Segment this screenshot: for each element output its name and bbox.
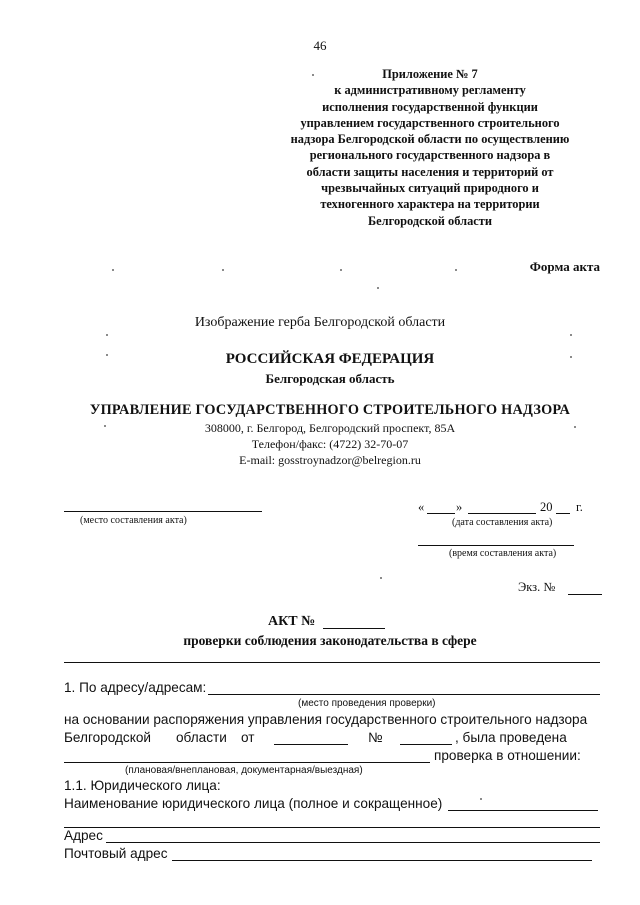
check-regarding: проверка в отношении:: [434, 748, 581, 763]
order-number-field[interactable]: [400, 744, 452, 745]
scan-speck: [340, 269, 342, 271]
check-type-field[interactable]: [64, 762, 430, 763]
date-month-field[interactable]: [468, 513, 536, 514]
appendix-line: Белгородской области: [367, 213, 492, 228]
inspection-address-field[interactable]: [208, 694, 600, 695]
appendix-line: управлением государственного строительного: [300, 115, 560, 130]
scan-speck: [570, 334, 572, 336]
coat-of-arms-placeholder: Изображение герба Белгородской области: [194, 315, 446, 330]
appendix-line: надзора Белгородской области по осуществлению: [290, 132, 570, 147]
scan-speck: [112, 269, 114, 271]
address-label: 1. По адресу/адресам:: [64, 680, 207, 695]
check-type-caption: (плановая/внеплановая, документарная/выездная): [125, 765, 363, 776]
appendix-line: области защиты населения и территорий от: [306, 164, 554, 179]
date-caption: (дата составления акта): [452, 517, 553, 528]
order-date-field[interactable]: [274, 744, 348, 745]
appendix-line: чрезвычайных ситуаций природного и: [321, 181, 539, 196]
act-subtitle: проверки соблюдения законодательства в сфере: [183, 633, 477, 648]
agency-email: E-mail: gosstroynadzor@belregion.ru: [239, 453, 421, 467]
appendix-line: исполнения государственной функции: [322, 99, 538, 114]
appendix-line: техногенного характера на территории: [320, 197, 540, 212]
agency-address: 308000, г. Белгород, Белгородский проспект, 85А: [204, 421, 456, 435]
scan-speck: [377, 287, 379, 289]
postal-address-label: Почтовый адрес: [64, 846, 168, 861]
date-quote-open: «: [418, 500, 425, 514]
scan-speck: [455, 269, 457, 271]
date-quote-close: »: [456, 500, 463, 514]
address-caption: (место проведения проверки): [298, 698, 436, 709]
copy-number-label: Экз. №: [518, 580, 556, 594]
form-label: Форма акта: [529, 259, 600, 274]
date-year-suffix: г.: [576, 500, 583, 514]
entity-address-field[interactable]: [106, 842, 600, 843]
basis-was-conducted: , была проведена: [455, 730, 567, 745]
basis-region: Белгородской: [64, 730, 151, 745]
time-caption: (время составления акта): [449, 548, 557, 559]
country-heading: РОССИЙСКАЯ ФЕДЕРАЦИЯ: [225, 351, 435, 367]
scan-speck: [222, 269, 224, 271]
scan-speck: [380, 577, 382, 579]
copy-number-field[interactable]: [568, 594, 602, 595]
entity-name-label: Наименование юридического лица (полное и сокращенное): [64, 796, 443, 811]
agency-heading: УПРАВЛЕНИЕ ГОСУДАРСТВЕННОГО СТРОИТЕЛЬНОГО НАДЗОРА: [89, 402, 571, 418]
basis-oblast: области: [176, 730, 227, 745]
entity-name-field[interactable]: [448, 810, 598, 811]
scan-speck: [480, 798, 482, 800]
date-year-field[interactable]: [556, 513, 570, 514]
appendix-line: Приложение № 7: [382, 67, 478, 81]
act-sphere-field[interactable]: [64, 662, 600, 663]
entity-name-field-continued[interactable]: [64, 827, 600, 828]
date-day-field[interactable]: [427, 513, 455, 514]
appendix-line: к административному регламенту: [334, 83, 526, 98]
place-field-line[interactable]: [64, 511, 262, 512]
legal-entity-heading: 1.1. Юридического лица:: [64, 778, 221, 793]
place-caption: (место составления акта): [80, 515, 187, 526]
act-title: АКТ №: [268, 614, 316, 629]
act-number-field[interactable]: [323, 628, 385, 629]
basis-from: от: [241, 730, 255, 745]
appendix-line: регионального государственного надзора в: [309, 148, 551, 163]
time-field-line[interactable]: [418, 545, 574, 546]
date-year-prefix: 20: [540, 500, 553, 514]
basis-number-sign: №: [368, 730, 383, 745]
basis-line: на основании распоряжения управления государственного строительного надзора: [64, 712, 588, 727]
entity-address-label: Адрес: [64, 828, 103, 843]
page-number: 46: [313, 38, 327, 53]
scan-speck: [106, 334, 108, 336]
region-heading: Белгородская область: [265, 371, 395, 386]
scan-speck: [312, 74, 314, 76]
appendix-block: [250, 66, 610, 229]
agency-phone: Телефон/факс: (4722) 32-70-07: [251, 437, 409, 451]
postal-address-field[interactable]: [172, 860, 592, 861]
